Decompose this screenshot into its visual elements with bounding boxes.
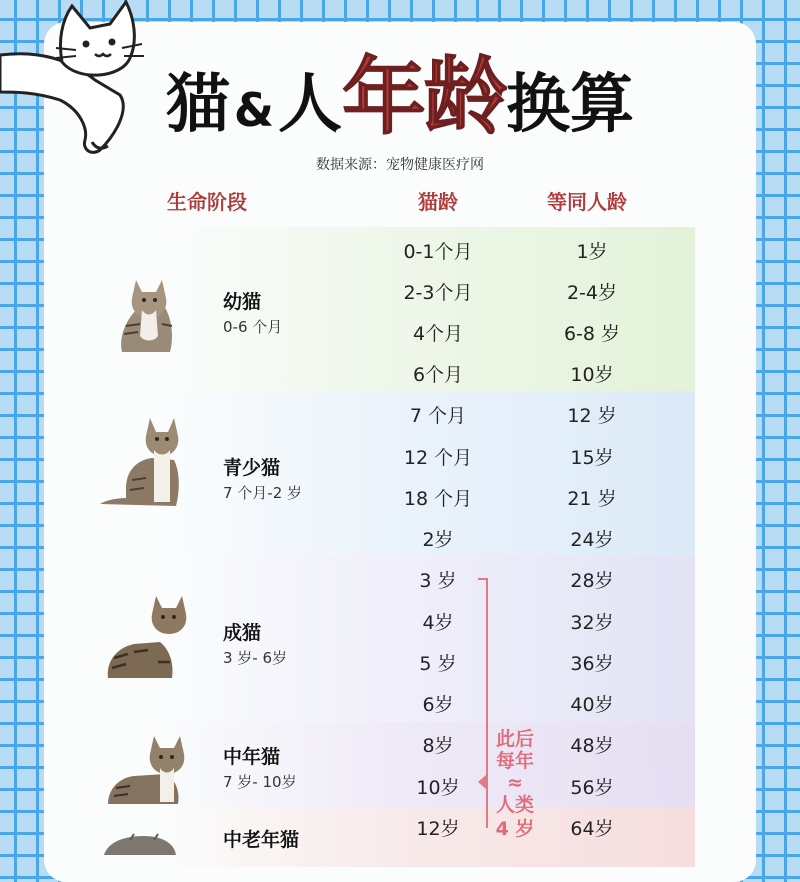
adult-cat-photo xyxy=(104,592,194,680)
human-age-cell: 48岁 xyxy=(570,735,614,757)
stage-range: 7 岁- 10岁 xyxy=(223,773,297,791)
human-age-cell: 36岁 xyxy=(570,653,614,675)
title-part4: 换算 xyxy=(506,68,635,142)
stage-range: 3 岁- 6岁 xyxy=(223,649,288,667)
title-part1: 猫 xyxy=(165,68,230,142)
human-age-cell: 40岁 xyxy=(570,694,614,716)
note-line: ≈ xyxy=(507,772,523,794)
cat-age-cell: 4岁 xyxy=(422,612,454,634)
stage-name: 中年猫 xyxy=(223,746,281,768)
human-age-cell: 28岁 xyxy=(570,570,614,592)
cat-age-cell: 5 岁 xyxy=(419,653,457,675)
page-title xyxy=(0,48,800,146)
human-age-cell: 64岁 xyxy=(570,818,614,840)
human-age-cell: 32岁 xyxy=(570,612,614,634)
note-line: 4 岁 xyxy=(495,818,535,840)
human-age-cell: 12 岁 xyxy=(567,405,617,427)
note-line: 人类 xyxy=(495,794,534,816)
bracket-arrow-icon xyxy=(478,775,486,789)
stage-name: 中老年猫 xyxy=(223,829,300,851)
cat-age-cell: 18 个月 xyxy=(403,488,473,510)
human-age-cell: 24岁 xyxy=(570,529,614,551)
note-line: 此后 xyxy=(495,728,534,750)
mature-cat-photo xyxy=(104,732,190,806)
cat-age-cell: 10岁 xyxy=(416,777,460,799)
cat-age-cell: 8岁 xyxy=(422,735,454,757)
junior-cat-photo xyxy=(96,414,188,510)
stage-name: 成猫 xyxy=(223,622,262,644)
senior-cat-photo xyxy=(104,830,180,855)
stage-name: 幼猫 xyxy=(223,291,262,313)
human-age-cell: 1岁 xyxy=(576,241,608,263)
header-stage: 生命阶段 xyxy=(167,190,247,214)
stage-range: 7 个月-2 岁 xyxy=(223,484,303,502)
human-age-cell: 6-8 岁 xyxy=(563,323,621,345)
stage-range: 0-6 个月 xyxy=(223,318,283,336)
data-source: 数据来源：宠物健康医疗网 xyxy=(316,157,484,173)
cat-age-cell: 6个月 xyxy=(412,364,464,386)
stage-name: 青少猫 xyxy=(223,457,281,479)
title-part2: 人 xyxy=(278,68,343,142)
cat-age-cell: 2-3个月 xyxy=(403,282,473,304)
kitten-photo xyxy=(112,266,182,354)
cat-age-cell: 2岁 xyxy=(422,529,454,551)
note-line: 每年 xyxy=(495,750,534,772)
cat-age-cell: 7 个月 xyxy=(409,405,467,427)
cat-age-cell: 6岁 xyxy=(422,694,454,716)
header-human-age: 等同人龄 xyxy=(547,190,627,214)
title-part3: 年龄 xyxy=(342,48,507,146)
cat-age-cell: 12岁 xyxy=(416,818,460,840)
cat-age-cell: 3 岁 xyxy=(419,570,457,592)
human-age-cell: 56岁 xyxy=(570,777,614,799)
cat-age-cell: 4个月 xyxy=(412,323,464,345)
human-age-cell: 21 岁 xyxy=(567,488,617,510)
human-age-cell: 2-4岁 xyxy=(566,282,618,304)
cat-age-cell: 0-1个月 xyxy=(403,241,473,263)
cat-age-cell: 12 个月 xyxy=(403,447,473,469)
human-age-cell: 10岁 xyxy=(570,364,614,386)
header-cat-age: 猫龄 xyxy=(418,190,458,214)
human-age-cell: 15岁 xyxy=(570,447,614,469)
title-amp: & xyxy=(233,83,275,137)
range-bracket xyxy=(478,578,488,828)
